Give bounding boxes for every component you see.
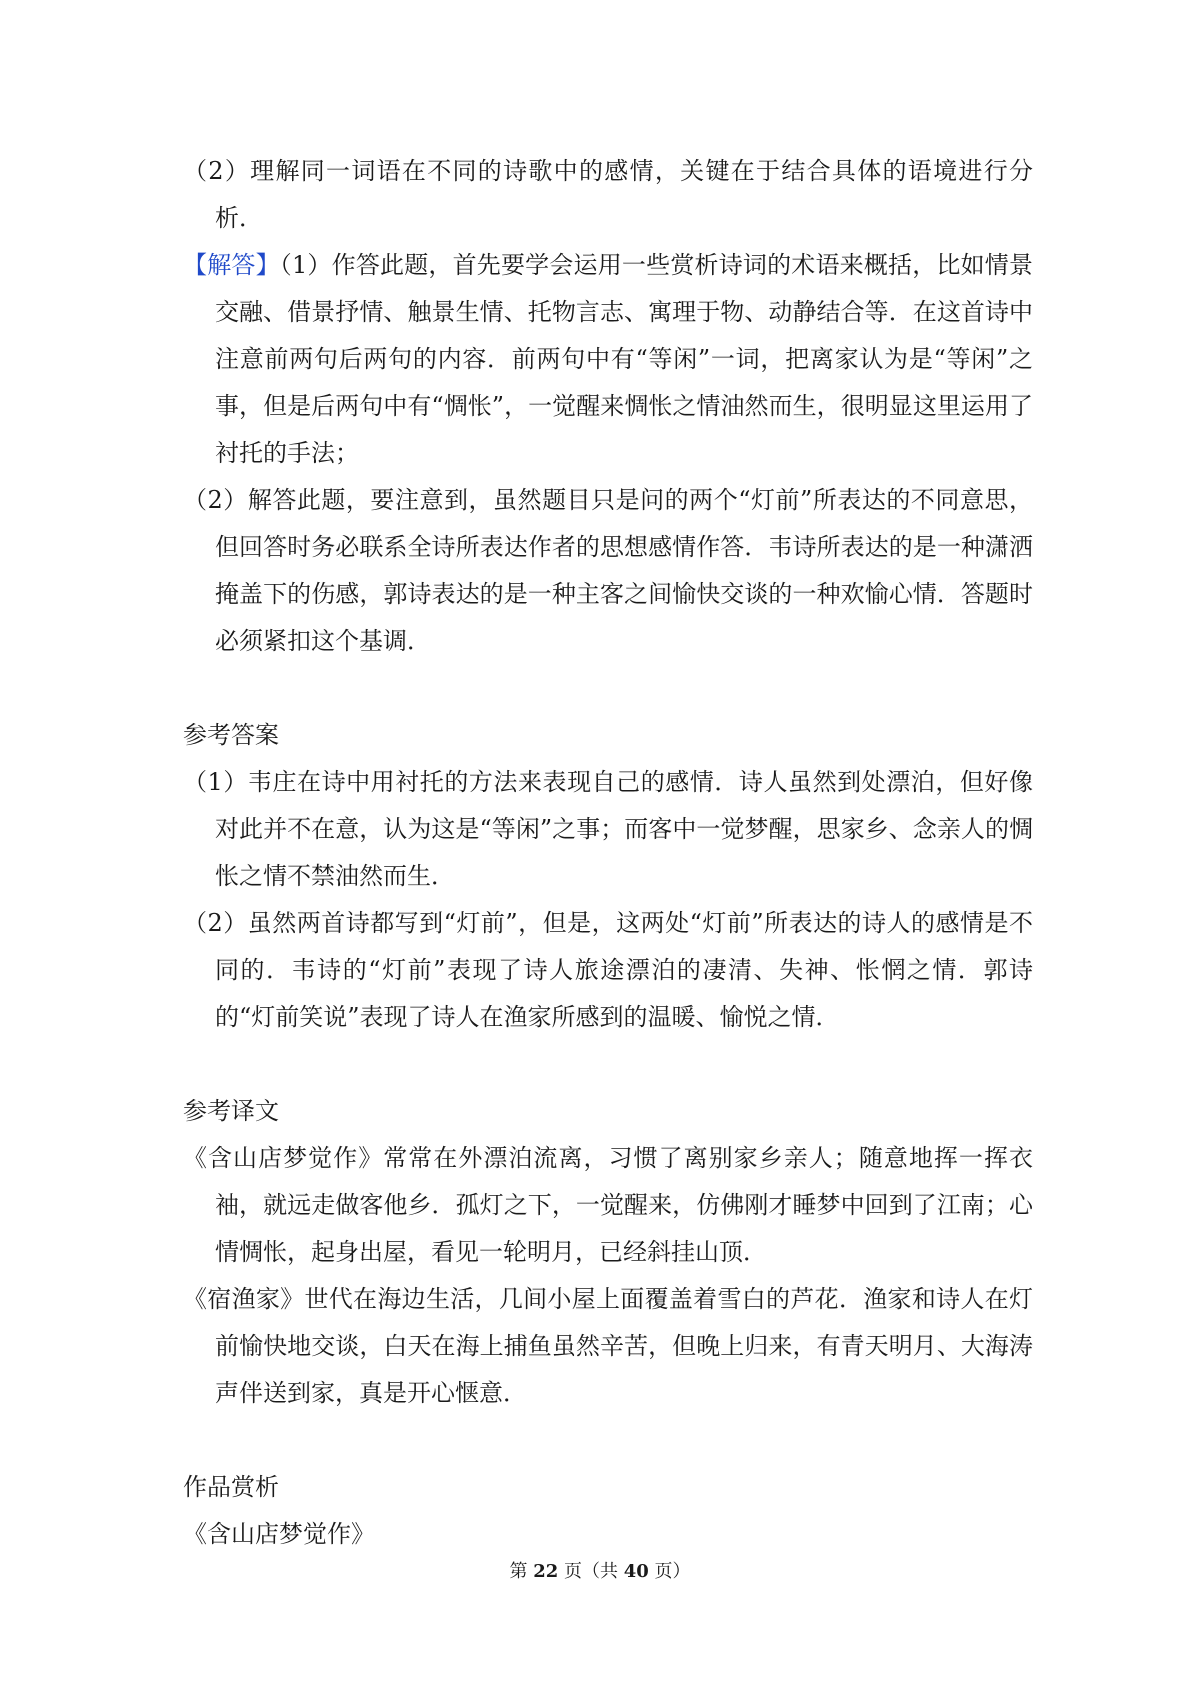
- analysis-note: （2）理解同一词语在不同的诗歌中的感情，关键在于结合具体的语境进行分析．: [183, 157, 1033, 232]
- reference-translation-title: 参考译文: [183, 1097, 279, 1125]
- footer-suffix: 页）: [654, 1561, 691, 1582]
- appreciation-title: 作品赏析: [183, 1473, 279, 1501]
- footer-total-pages: 40: [623, 1561, 649, 1582]
- appreciation-subtitle: 《含山店梦觉作》: [183, 1520, 375, 1548]
- page-content: [183, 148, 1033, 1558]
- reference-translation-item: 《含山店梦觉作》常常在外漂泊流离，习惯了离别家乡亲人；随意地挥一挥衣袖，就远走做客他乡．孤灯之下，一觉醒来，仿佛刚才睡梦中回到了江南；心情惆怅，起身出屋，看见一轮明月，已经斜挂山顶．: [183, 1144, 1033, 1266]
- page-footer: [0, 1560, 1200, 1584]
- reference-answer-item: （1）韦庄在诗中用衬托的方法来表现自己的感情．诗人虽然到处漂泊，但好像对此并不在意，认为这是“等闲”之事；而客中一觉梦醒，思家乡、念亲人的惆怅之情不禁油然而生．: [183, 768, 1033, 890]
- spacer: [183, 665, 1033, 712]
- reference-answer-title: 参考答案: [183, 721, 279, 749]
- reference-translation-item: 《宿渔家》世代在海边生活，几间小屋上面覆盖着雪白的芦花．渔家和诗人在灯前愉快地交谈，白天在海上捕鱼虽然辛苦，但晚上归来，有青天明月、大海涛声伴送到家，真是开心惬意．: [183, 1285, 1033, 1407]
- answer-tag: 【解答】: [183, 251, 280, 279]
- footer-prefix: 第: [509, 1561, 528, 1582]
- answer-part2: （2）解答此题，要注意到，虽然题目只是问的两个“灯前”所表达的不同意思，但回答时务必联系全诗所表达作者的思想感情作答．韦诗所表达的是一种潇洒掩盖下的伤感，郭诗表达的是一种主客之间愉快交谈的一种欢愉心情．答题时必须紧扣这个基调．: [183, 486, 1033, 655]
- answer-part1-text: （1）作答此题，首先要学会运用一些赏析诗词的术语来概括，比如情景交融、借景抒情、触景生情、托物言志、寓理于物、动静结合等．在这首诗中注意前两句后两句的内容．前两句中有“等闲”一词，把离家认为是“等闲”之事，但是后两句中有“惆怅”，一觉醒来惆怅之情油然而生，很明显这里运用了衬托的手法；: [215, 251, 1033, 467]
- footer-page-number: 22: [533, 1561, 559, 1582]
- spacer: [183, 1417, 1033, 1464]
- reference-answer-item: （2）虽然两首诗都写到“灯前”，但是，这两处“灯前”所表达的诗人的感情是不同的．韦诗的“灯前”表现了诗人旅途漂泊的凄清、失神、怅惘之情．郭诗的“灯前笑说”表现了诗人在渔家所感到的温暖、愉悦之情．: [183, 909, 1033, 1031]
- answer-part1: [183, 242, 1033, 477]
- spacer: [183, 1041, 1033, 1088]
- footer-middle: 页（共: [564, 1561, 618, 1582]
